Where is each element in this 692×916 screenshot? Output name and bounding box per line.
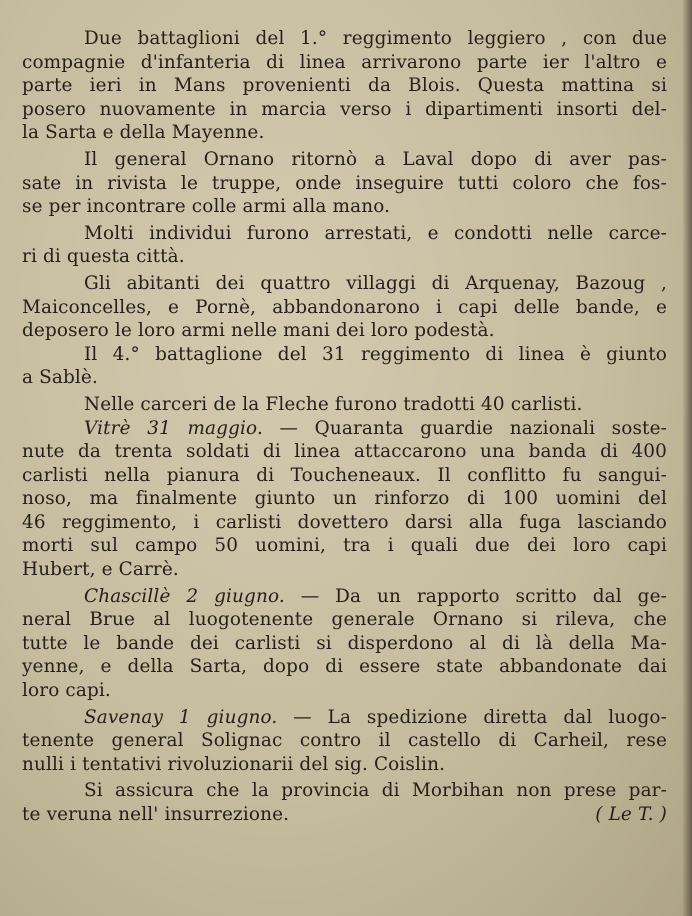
text-line: 46 reggimento, i carlisti dovettero darsi alla fuga lasciando: [22, 511, 667, 533]
dateline-vitre: Vitrè 31 maggio.: [84, 417, 263, 439]
text-line: Due battaglioni del 1.° reggimento leggiero , con due: [84, 28, 667, 49]
paragraph-savenay: [22, 706, 667, 777]
text-line: morti sul campo 50 uomini, tra i quali due dei loro capi: [22, 535, 667, 557]
text-line: tenente general Solignac contro il castello di Carheil, rese: [22, 730, 667, 752]
article-text: [22, 27, 667, 827]
text-line: Hubert, e Carrè.: [22, 559, 179, 581]
paragraph-arrests: [22, 222, 667, 269]
dateline-savenay: Savenay 1 giugno.: [84, 706, 278, 728]
paragraph-villages: [22, 272, 667, 343]
text-line: posero nuovamente in marcia verso i dipartimenti insorti del-: [22, 98, 667, 120]
text-line: parte ieri in Mans provenienti da Blois. Questa mattina si: [22, 75, 667, 97]
page-edge-shadow: [682, 0, 692, 916]
paragraph-chascille: [22, 585, 667, 703]
text-line: [22, 585, 667, 609]
text-line: noso, ma finalmente giunto un rinforzo di 100 uomini del: [22, 488, 667, 510]
text-line: Il 4.° battaglione del 31 reggimento di linea è giunto: [84, 343, 667, 365]
text-line: Nelle carceri de la Fleche furono tradotti 40 carlisti.: [84, 393, 583, 415]
paragraph-ornano: [22, 148, 667, 219]
text-line: Molti individui furono arrestati, e condotti nelle carce-: [84, 222, 667, 244]
text-line: deposero le loro armi nelle mani dei loro podestà.: [22, 320, 495, 342]
text-line: [22, 803, 667, 827]
paragraph-mans: [22, 27, 667, 145]
text-line: la Sarta e della Mayenne.: [22, 122, 265, 144]
paragraph-battalion: [22, 343, 667, 390]
text-line: nulli i tentativi rivoluzionarii del sig. Coislin.: [22, 753, 446, 775]
paragraph-vitre: [22, 417, 667, 582]
text-line: loro capi.: [22, 680, 111, 702]
text-line: sate in rivista le truppe, onde inseguire tutti coloro che fos-: [22, 172, 667, 194]
text-line: yenne, e della Sarta, dopo di essere state abbandonate dai: [22, 656, 667, 678]
text-fragment: te veruna nell' insurrezione.: [22, 804, 290, 825]
text-line: a Sablè.: [22, 367, 98, 389]
text-line: carlisti nella pianura di Toucheneaux. Il conflitto fu sangui-: [22, 464, 667, 486]
paragraph-morbihan: [22, 779, 667, 826]
text-line: nute da trenta soldati di linea attaccarono una banda di 400: [22, 441, 667, 463]
paragraph-fleche: [22, 393, 667, 417]
text-line: [22, 417, 667, 441]
text-line: compagnie d'infanteria di linea arrivarono parte ier l'altro e: [22, 51, 667, 73]
text-fragment: — Da un rapporto scritto dal ge-: [284, 585, 667, 607]
text-line: se per incontrare colle armi alla mano.: [22, 196, 391, 218]
text-line: Gli abitanti dei quattro villaggi di Arquenay, Bazoug ,: [84, 272, 667, 294]
text-line: tutte le bande dei carlisti si disperdono al di là della Ma-: [22, 632, 667, 654]
text-line: Si assicura che la provincia di Morbihan non prese par-: [84, 780, 667, 802]
dateline-chascille: Chascillè 2 giugno.: [84, 585, 285, 607]
text-line: [22, 706, 667, 730]
text-line: Maiconcelles, e Pornè, abbandonarono i capi delle bande, e: [22, 296, 667, 318]
text-line: Il general Ornano ritornò a Laval dopo di aver pas-: [84, 148, 667, 170]
text-line: neral Brue al luogotenente generale Ornano si rileva, che: [22, 609, 667, 631]
text-fragment: — Quaranta guardie nazionali soste-: [262, 417, 667, 439]
text-fragment: — La spedizione diretta dal luogo-: [277, 706, 667, 728]
text-line: ri di questa città.: [22, 246, 185, 268]
source-signature: ( Le T. ): [595, 804, 667, 825]
